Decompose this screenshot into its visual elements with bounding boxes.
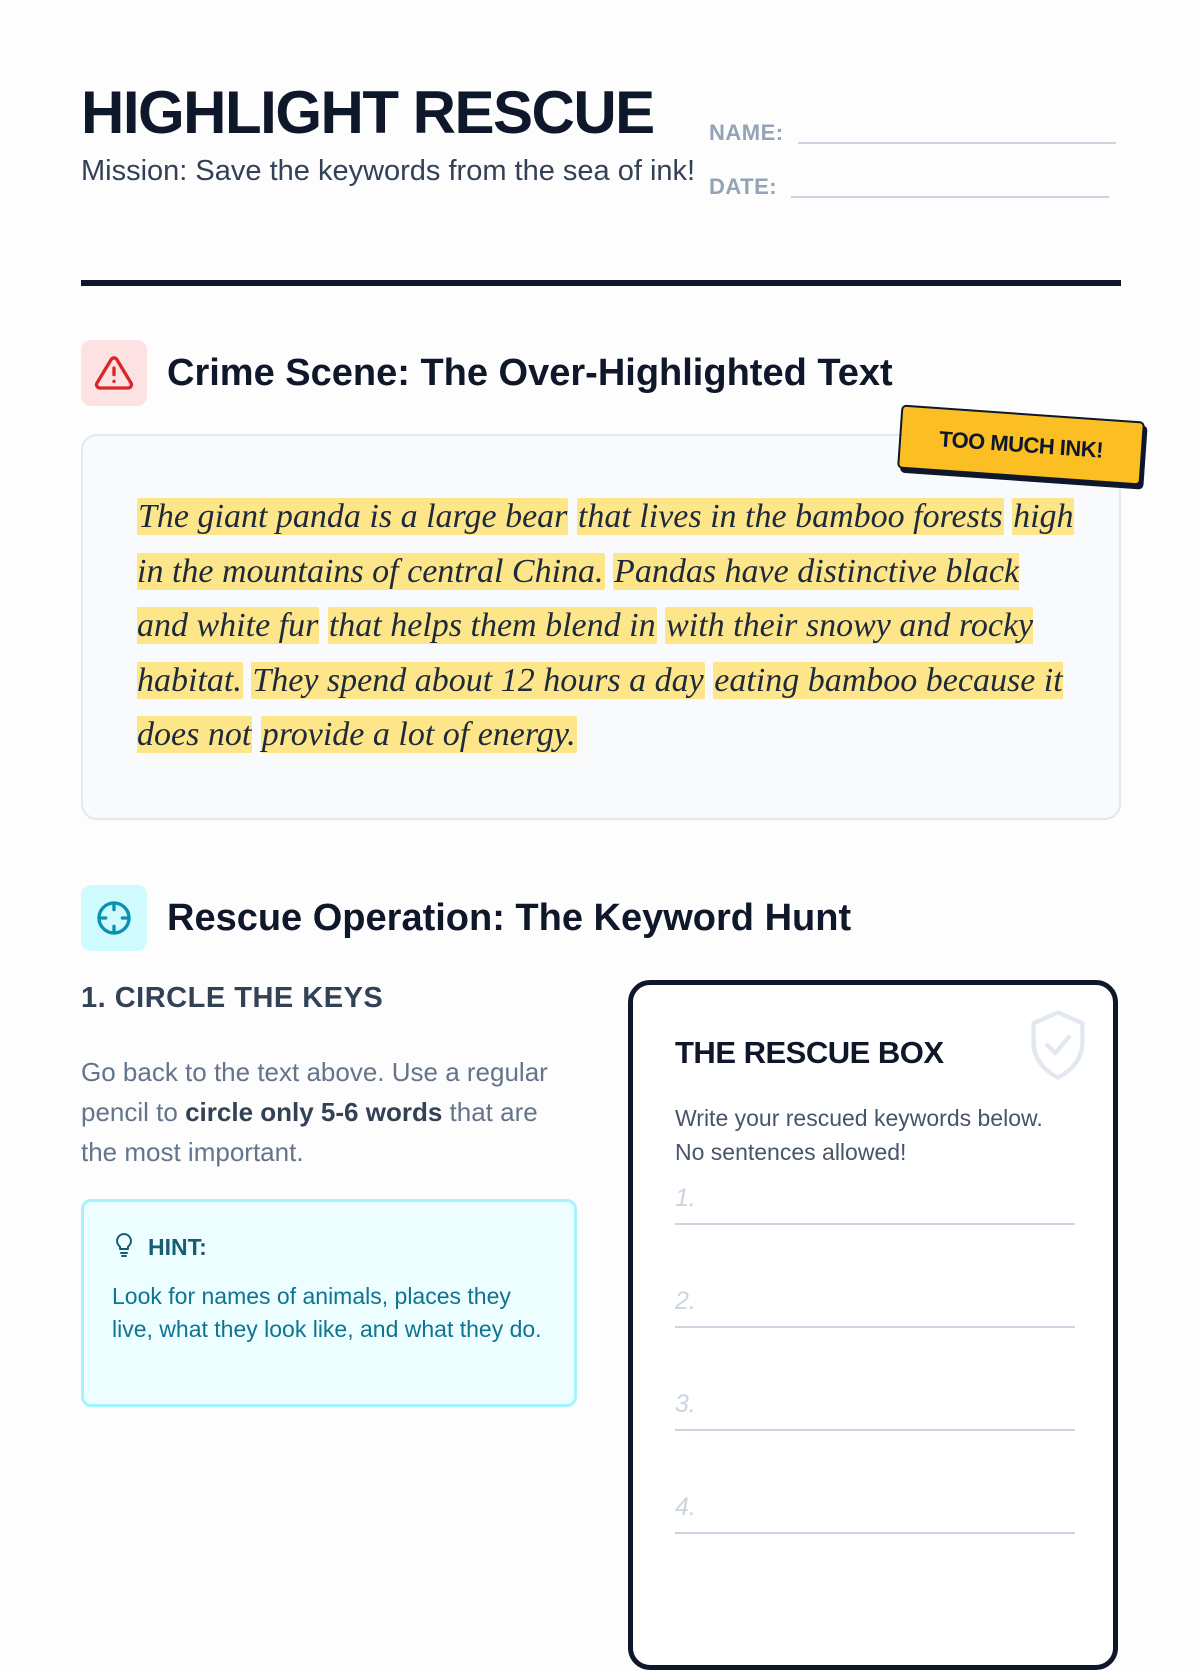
date-input-line[interactable]	[791, 196, 1109, 198]
too-much-ink-stamp: TOO MUCH INK!	[897, 405, 1145, 486]
rescue-box-instructions: Write your rescued keywords below. No sentences allowed!	[675, 1105, 1043, 1165]
highlighted-phrase: with their snowy and rocky habitat.	[137, 607, 1034, 699]
worksheet	[81, 0, 1121, 1600]
shield-check-icon	[1025, 1007, 1091, 1088]
line-number: 4.	[675, 1493, 696, 1521]
step-instructions	[81, 1052, 581, 1172]
date-field[interactable]	[709, 174, 1109, 200]
page-subtitle: Mission: Save the keywords from the sea of ink!	[81, 155, 696, 187]
rescue-box	[628, 980, 1118, 1670]
line-number: 1.	[675, 1184, 696, 1212]
rescue-operation-heading	[81, 885, 851, 951]
warning-triangle-icon	[81, 340, 147, 406]
keyword-line-1[interactable]	[675, 1179, 1075, 1225]
rescue-box-title: THE RESCUE BOX	[675, 1035, 944, 1070]
over-highlighted-passage	[137, 490, 1077, 763]
crime-scene-heading	[81, 340, 893, 406]
hint-box	[81, 1199, 577, 1407]
highlighted-phrase: high in the mountains of central China.	[137, 498, 1074, 590]
name-field[interactable]	[709, 120, 1116, 146]
keyword-line-4[interactable]	[675, 1488, 1075, 1534]
keyword-line-3[interactable]	[675, 1385, 1075, 1431]
step-title: 1. CIRCLE THE KEYS	[81, 982, 384, 1014]
step-text-end: that are the most important.	[81, 1097, 538, 1167]
page-title: HIGHLIGHT RESCUE	[81, 79, 654, 146]
rescue-operation-title: Rescue Operation: The Keyword Hunt	[167, 896, 852, 939]
header-divider	[81, 280, 1121, 286]
hint-label: HINT:	[148, 1234, 207, 1260]
hint-header	[112, 1232, 207, 1263]
highlighted-phrase: that lives in the bamboo forests	[577, 498, 1003, 535]
keyword-line-2[interactable]	[675, 1282, 1075, 1328]
highlighted-phrase: that helps them blend in	[328, 607, 656, 644]
lightbulb-icon	[112, 1232, 136, 1263]
step-text-bold: circle only 5-6 words	[185, 1097, 443, 1127]
highlighted-phrase: provide a lot of energy.	[261, 716, 576, 753]
name-input-line[interactable]	[798, 142, 1116, 144]
highlighted-phrase: The giant panda is a large bear	[138, 498, 568, 535]
line-number: 3.	[675, 1390, 696, 1418]
highlighted-phrase: They spend about 12 hours a day	[252, 661, 704, 699]
step-text-start: Go back to the text above. Use a regular pencil to	[81, 1057, 548, 1127]
crime-scene-title: Crime Scene: The Over-Highlighted Text	[167, 351, 893, 394]
date-label: DATE:	[709, 174, 778, 199]
highlighted-phrase: Pandas have distinctive black and white fur	[137, 552, 1020, 644]
highlighted-phrase: eating bamboo because it does not	[137, 661, 1063, 753]
line-number: 2.	[675, 1287, 696, 1315]
name-label: NAME:	[709, 120, 784, 145]
hint-text: Look for names of animals, places they live, what they look like, and what they do.	[112, 1283, 542, 1342]
crosshair-icon	[81, 885, 147, 951]
